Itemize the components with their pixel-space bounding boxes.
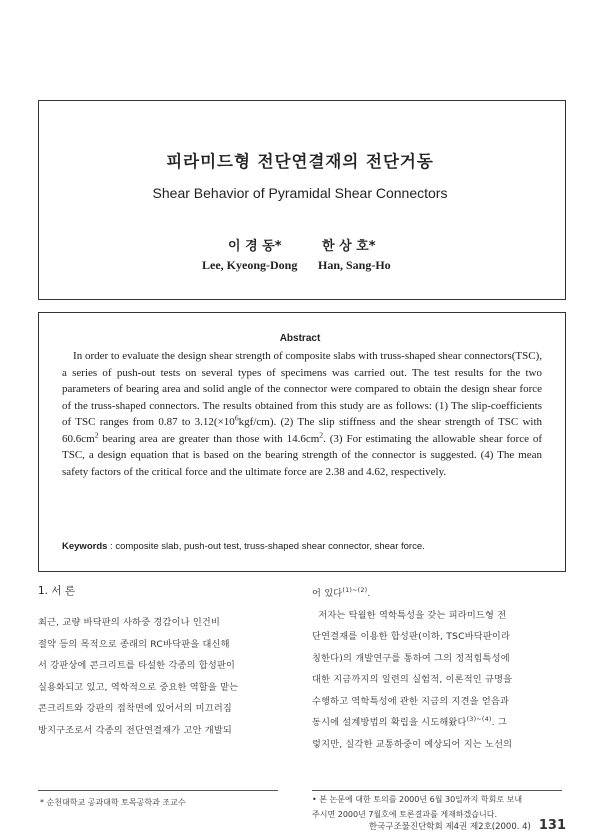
body-line — [312, 605, 560, 627]
body-line: 대한 지금까지의 일련의 실험적, 이론적인 규명을 — [312, 674, 513, 685]
superscript: 2 — [94, 429, 99, 439]
body-line — [312, 583, 560, 605]
body-text: 동시에 설계방법의 확립을 시도해왔다 — [312, 717, 467, 728]
page-number: 131 — [538, 818, 566, 833]
journal-citation: 한국구조물진단학회 제4권 제2호(2000. 4) — [368, 822, 531, 832]
body-line: 서 강판상에 콘크리트를 타설한 각종의 합성판이 — [38, 660, 236, 671]
body-column-right — [312, 583, 560, 755]
keywords — [62, 541, 542, 552]
footnote-line: 주시면 2000년 7월호에 토론결과를 게재하겠습니다. — [312, 810, 497, 819]
footnote-affiliation: * 순천대학교 공과대학 토목공학과 조교수 — [40, 798, 186, 807]
body-line: 콘크리트와 강판의 접착면에 있어서의 미끄러짐 — [38, 703, 232, 714]
body-line: 단연결재를 이용한 합성판(이하, TSC바닥판이라 — [312, 631, 511, 642]
body-column-left — [38, 612, 278, 741]
body-text: . — [367, 588, 371, 599]
author2-korean: 한 상 호* — [322, 239, 376, 254]
abstract-text-part3: bearing area are greater than those with 14.6cm — [98, 432, 320, 445]
body-text: 어 있다 — [312, 588, 343, 599]
page-footer — [369, 818, 566, 833]
body-line: 렇지만, 실각한 교통하중이 예상되어 지는 노선의 — [312, 738, 513, 750]
footnote-rule-right — [312, 790, 562, 791]
paper-title-english: Shear Behavior of Pyramidal Shear Connectors — [152, 185, 448, 201]
author1-korean: 이 경 동* — [228, 239, 282, 254]
citation: (3)~(4) — [466, 714, 492, 723]
footnote-line: • 본 논문에 대한 토의를 2000년 6월 30일까지 학회로 보내 — [312, 795, 523, 804]
body-text: . 그 — [491, 717, 507, 728]
superscript: 6 — [234, 413, 239, 423]
citation: (1)~(2) — [342, 585, 368, 594]
body-line — [312, 712, 560, 734]
body-line: 최근, 교량 바닥판의 사하중 경감이나 인건비 — [38, 617, 221, 628]
keywords-text: : composite slab, push-out test, truss-shaped shear connector, shear force. — [107, 541, 425, 552]
paper-title-korean: 피라미드형 전단연결재의 전단거동 — [166, 152, 434, 171]
body-line: 방지구조로서 각종의 전단연결재가 고안 개발되 — [38, 724, 232, 736]
body-line: 수행하고 역학특성에 관한 지금의 지견을 얻음과 — [312, 695, 510, 707]
body-text: 저자는 탁월한 역학특성을 갖는 피라미드형 전 — [318, 609, 507, 621]
abstract-text-part2: kgf/cm). (2) The slip stiffness and the shear strength of TSC with 60.6cm — [62, 416, 542, 445]
abstract-text — [62, 348, 542, 480]
author1-english: Lee, Kyeong-Dong — [202, 258, 298, 272]
superscript: 2 — [319, 429, 324, 439]
body-line: 실용화되고 있고, 역학적으로 중요한 역할을 맡는 — [38, 681, 239, 693]
abstract-text-part1: In order to evaluate the design shear strength of composite slabs with truss-shaped shear connectors(TSC), a series of push-out tests on several types of specimens was carried out. The test results for the two parameters of bearing area and solid angle of the connector were compared to obtain the design shear force of the truss-shaped connectors. The results obtained from this study are as follows: (1) The slip-coefficients of TSC ranges from 0.87 to 3.12(×10 — [62, 350, 543, 428]
abstract-heading: Abstract — [279, 333, 321, 344]
keywords-label: Keywords — [62, 541, 108, 552]
body-line: 칭한다)의 개발연구를 통하여 그의 정적힘특성에 — [312, 652, 510, 664]
author2-english: Han, Sang-Ho — [318, 258, 391, 272]
footnote-rule-left — [38, 790, 278, 791]
section-title: 1. 서 론 — [38, 585, 75, 597]
body-line: 절약 등의 목적으로 종래의 RC바닥판을 대신해 — [38, 638, 230, 650]
abstract-text-part4: . (3) For estimating the allowable shear force of TSC, a design equation that is based on the bearing strength of the connector is suggested. (4) The mean safety factors of the critical force and the ultimate force are 2.38 and 4.62, respectively. — [62, 432, 543, 478]
